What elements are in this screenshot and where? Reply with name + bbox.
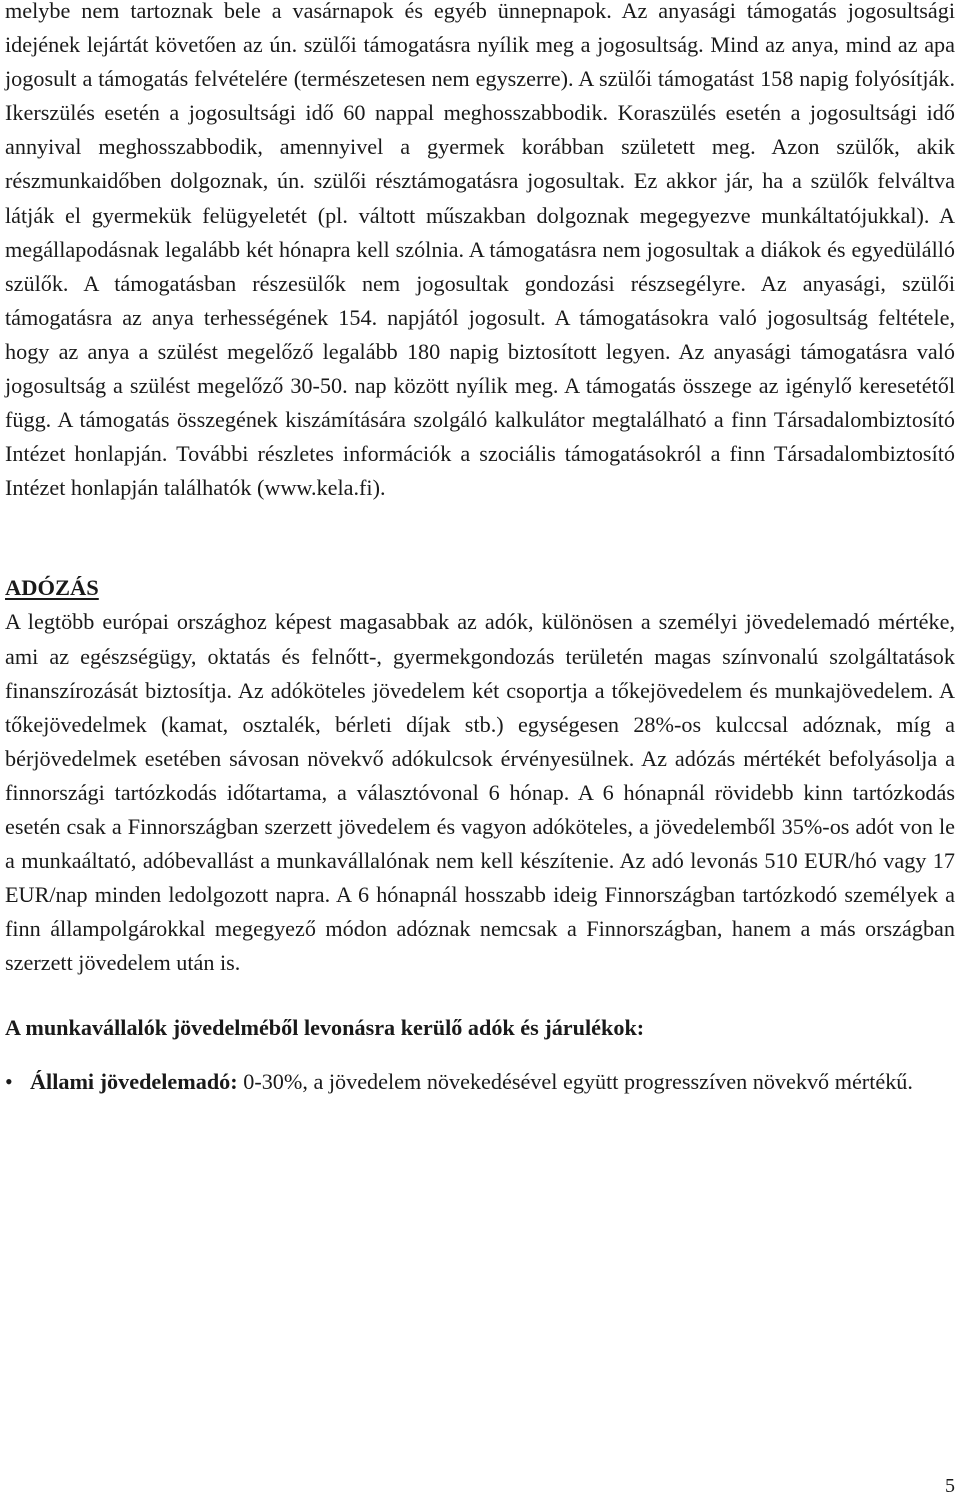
body-paragraph-support: melybe nem tartoznak bele a vasárnapok és egyéb ünnepnapok. Az anyasági támogatás jogosultsági idejének lejártát követően az ún. szülői támogatásra nyílik meg a jogosultság. Mind az anya, mind az apa jogosult a támogatás felvételére (természetesen nem egyszerre). A szülői támogatást 158 napig folyósítják. Ikerszülés esetén a jogosultsági idő 60 nappal meghosszabbodik. Koraszülés esetén a jogosultsági idő annyival meghosszabbodik, amennyivel a gyermek korábban született meg. Azon szülők, akik részmunkaidőben dolgoznak, ún. szülői résztámogatásra jogosultak. Ez akkor jár, ha a szülők felváltva látják el gyermekük felügyeletét (pl. váltott műszakban dolgoznak megegyezve munkáltatójukkal). A megállapodásnak legalább két hónapra kell szólnia. A támogatásra nem jogosultak a diákok és egyedülálló szülők. A támogatásban részesülők nem jogosultak gondozási részsegélyre. Az anyasági, szülői támogatásra az anya terhességének 154. napjától jogosult. A támogatásokra való jogosultság feltétele, hogy az anya a szülést megelőző legalább 180 napig biztosított legyen. Az anyasági támogatásra való jogosultság a szülést megelőző 30-50. nap között nyílik meg. A támogatás összege az igénylő keresetétől függ. A támogatás összegének kiszámítására szolgáló kalkulátor megtalálható a finn Társadalombiztosító Intézet honlapján. További részletes információk a szociális támogatásokról a finn Társadalombiztosító Intézet honlapján találhatók (www.kela.fi).: [5, 0, 955, 501]
document-page: [5, 0, 955, 1100]
bullet-icon: •: [5, 1069, 13, 1095]
list-item-label: Állami jövedelemadó:: [30, 1069, 238, 1095]
list-item: [5, 1065, 955, 1099]
body-paragraph-taxation: A legtöbb európai országhoz képest magasabbak az adók, különösen a személyi jövedelemadó mértéke, ami az egészségügy, oktatás és felnőtt-, gyermekgondozás területén magas színvonalú szolgáltatások finanszírozását biztosítja. Az adóköteles jövedelem két csoportja a tőkejövedelem és munkajövedelem. A tőkejövedelmek (kamat, osztalék, bérleti díjak stb.) egységesen 28%-os kulccsal adóznak, míg a bérjövedelmek esetében sávosan növekvő adókulcsok érvényesülnek. Az adózás mértékét befolyásolja a finnországi tartózkodás időtartama, a választóvonal 6 hónap. A 6 hónapnál rövidebb kinn tartózkodás esetén csak a Finnországban szerzett jövedelem és vagyon adóköteles, a jövedelemből 35%-os adót von le a munkaáltató, adóbevallást a munkavállalónak nem kell készítenie. Az adó levonás 510 EUR/hó vagy 17 EUR/nap minden ledolgozott napra. A 6 hónapnál hosszabb ideig Finnországban tartózkodó személyek a finn állampolgárokkal megegyező módon adóznak nemcsak a Finnországban, hanem a más országban szerzett jövedelem után is.: [5, 609, 955, 976]
subheading-deductions: A munkavállalók jövedelméből levonásra kerülő adók és járulékok:: [5, 1015, 645, 1041]
page-number: 5: [945, 1475, 955, 1497]
section-heading-adozas: ADÓZÁS: [5, 575, 99, 601]
list-item-text: 0-30%, a jövedelem növekedésével együtt progresszíven növekvő mértékű.: [237, 1069, 913, 1095]
deductions-list: [5, 1065, 955, 1099]
